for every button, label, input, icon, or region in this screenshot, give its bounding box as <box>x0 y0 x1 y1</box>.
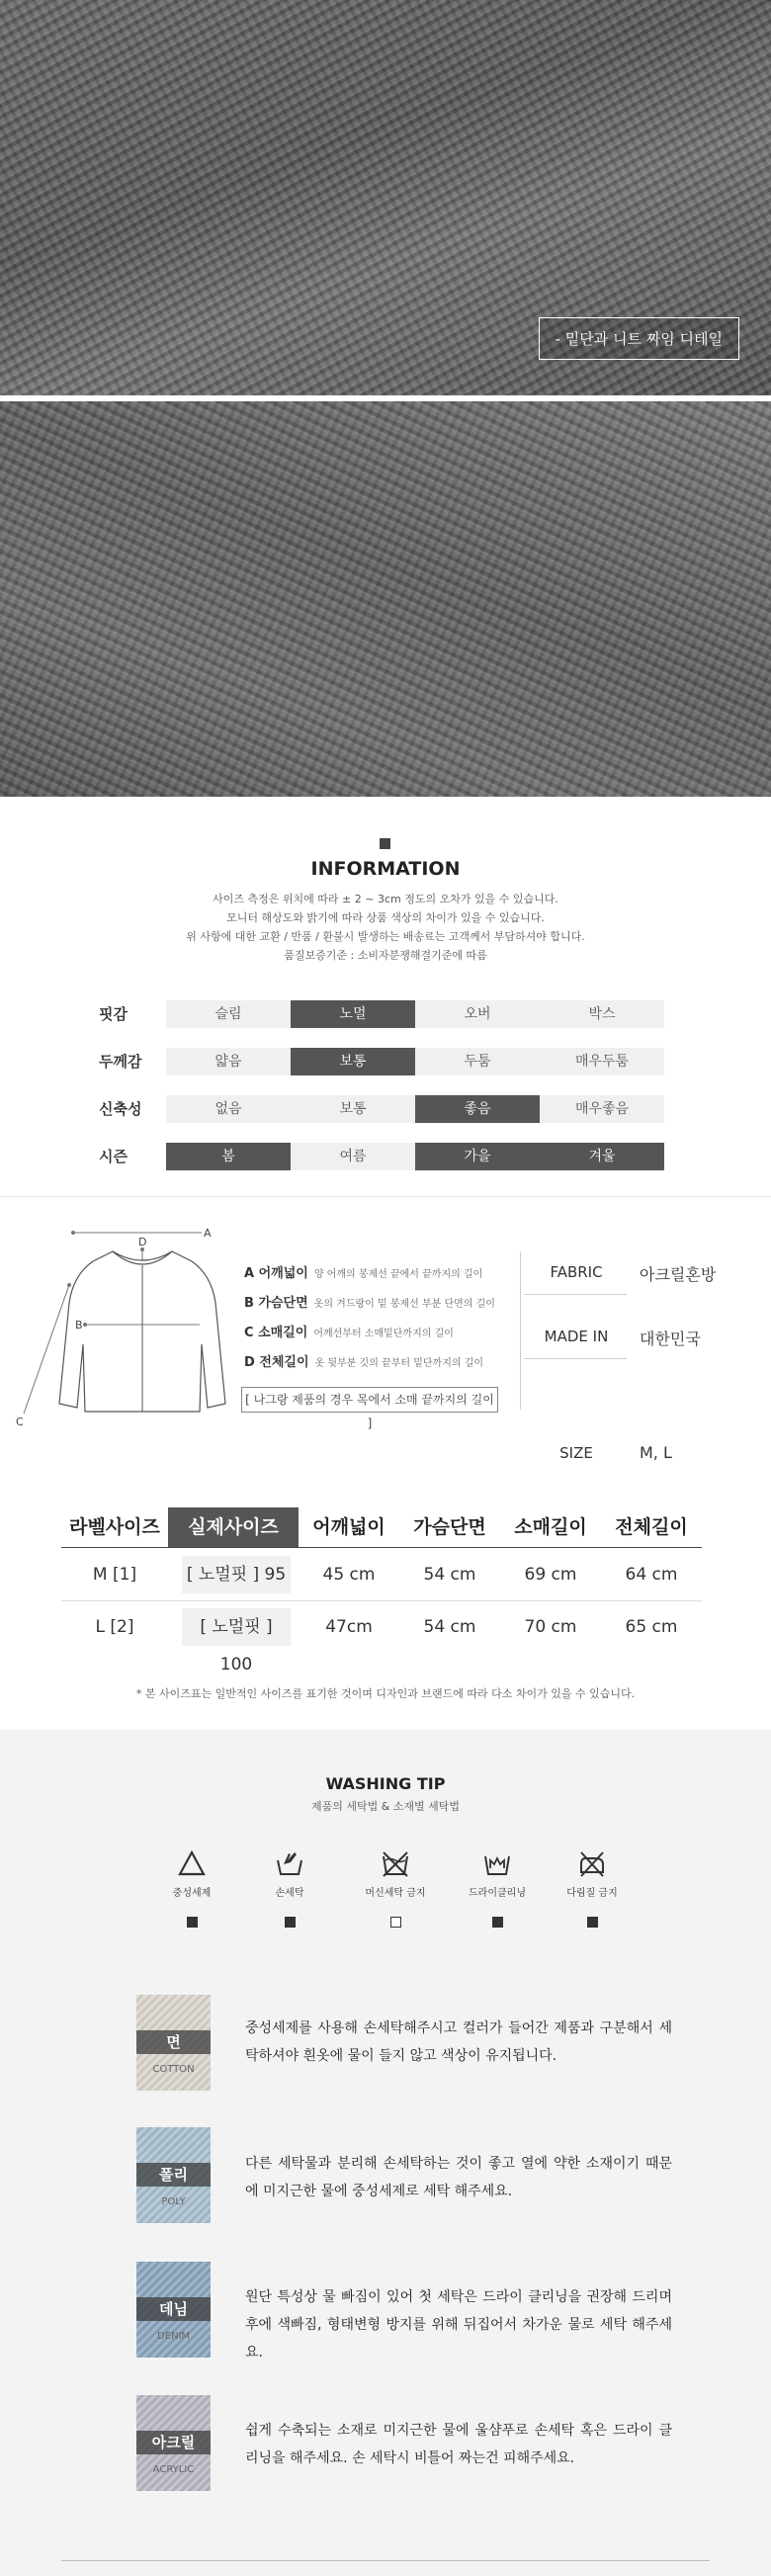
check-mark <box>492 1917 503 1928</box>
table-cell: 64 cm <box>625 1565 678 1585</box>
fabric-value: 아크릴혼방 <box>640 1265 717 1284</box>
diagram-letter-a: A <box>204 1227 212 1240</box>
check-mark <box>187 1917 198 1928</box>
rating-option: 매우좋음 <box>540 1095 664 1123</box>
meta-line <box>524 1294 627 1295</box>
poly-swatch: 폴리 POLY <box>136 2127 211 2223</box>
rating-option: 없음 <box>166 1095 291 1123</box>
rating-label: 핏감 <box>99 1005 128 1023</box>
meta-divider <box>520 1251 521 1410</box>
table-cell: 70 cm <box>524 1617 577 1637</box>
rating-option: 가을 <box>415 1143 540 1170</box>
rating-option: 좋음 <box>415 1095 540 1123</box>
photo-caption: - 밑단과 니트 짜임 디테일 <box>539 317 739 360</box>
table-cell: [ 노멀핏 ] 100 <box>182 1608 291 1646</box>
table-header: 가슴단면 <box>413 1516 486 1538</box>
table-cell: 65 cm <box>625 1617 678 1637</box>
poly-care-text: 다른 세탁물과 분리해 손세탁하는 것이 좋고 열에 약한 소재이기 때문에 미지근한 물에 중성세제로 세탁 해주세요. <box>245 2156 672 2199</box>
diagram-letter-d: D <box>138 1236 147 1248</box>
table-cell: L [2] <box>95 1617 134 1637</box>
table-cell: 69 cm <box>524 1565 577 1585</box>
rating-row <box>99 1143 662 1170</box>
fabric-key: FABRIC <box>550 1263 603 1281</box>
neutral-detergent-icon <box>177 1848 207 1878</box>
wash-tip-neutral: 중성세제 <box>142 1848 241 1928</box>
denim-care-text: 원단 특성상 물 빠짐이 있어 첫 세탁은 드라이 클리닝을 권장해 드리며 후에 색빠짐, 형태변형 방지를 위해 뒤집어서 차가운 물로 세탁 해주세요. <box>245 2289 672 2361</box>
info-note: 품질보증기준 : 소비자분쟁해결기준에 따름 <box>284 949 487 962</box>
washing-subtitle: 제품의 세탁법 & 소재별 세탁법 <box>310 1800 461 1813</box>
table-cell: 45 cm <box>322 1565 376 1585</box>
table-rule <box>61 1600 702 1601</box>
madein-value: 대한민국 <box>640 1330 701 1348</box>
wash-tip-iron: 다림질 금지 <box>543 1848 642 1928</box>
size-value: M, L <box>640 1443 672 1462</box>
rating-option: 노멀 <box>291 1000 415 1028</box>
hand-wash-icon <box>275 1848 304 1878</box>
no-machine-wash-icon <box>381 1848 410 1878</box>
table-header: 라벨사이즈 <box>69 1516 160 1538</box>
table-rule <box>61 1547 702 1548</box>
size-desc-item: C 소매길이 어깨선부터 소매밑단까지의 길이 <box>244 1326 454 1340</box>
size-key: SIZE <box>559 1444 593 1462</box>
section-marker <box>380 838 390 849</box>
dry-clean-icon <box>482 1848 512 1878</box>
diagram-letter-c: C <box>16 1416 24 1428</box>
rating-option: 박스 <box>540 1000 664 1028</box>
size-desc-item: B 가슴단면 옷의 겨드랑이 밑 봉제선 부분 단면의 길이 <box>244 1296 495 1311</box>
rating-option: 보통 <box>291 1048 415 1075</box>
cotton-swatch: 면 COTTON <box>136 1995 211 2091</box>
table-cell: 54 cm <box>423 1565 476 1585</box>
denim-swatch: 데님 DENIM <box>136 2262 211 2358</box>
rating-option: 봄 <box>166 1143 291 1170</box>
knit-detail-photo-2 <box>0 401 771 797</box>
no-iron-icon <box>577 1848 607 1878</box>
wash-tip-hand: 손세탁 <box>240 1848 339 1928</box>
unchecked-mark <box>390 1917 401 1928</box>
rating-label: 시즌 <box>99 1148 128 1165</box>
table-footnote: * 본 사이즈표는 일반적인 사이즈를 표기한 것이며 디자인과 브랜드에 따라 다소 차이가 있을 수 있습니다. <box>135 1687 636 1700</box>
rating-option: 보통 <box>291 1095 415 1123</box>
wash-tip-machine: 머신세탁 금지 <box>346 1848 445 1928</box>
table-header: 소매길이 <box>514 1516 587 1538</box>
rating-option: 겨울 <box>540 1143 664 1170</box>
rating-option: 슬림 <box>166 1000 291 1028</box>
sweater-diagram <box>14 1226 231 1433</box>
rating-row <box>99 1048 662 1075</box>
size-desc-item: A 어깨넓이 양 어깨의 봉제선 끝에서 끝까지의 길이 <box>244 1266 483 1281</box>
table-header: 전체길이 <box>615 1516 688 1538</box>
check-mark <box>285 1917 296 1928</box>
rating-option: 오버 <box>415 1000 540 1028</box>
washing-title: WASHING TIP <box>325 1774 446 1793</box>
info-note: 모니터 해상도와 밝기에 따라 상품 색상의 차이가 있을 수 있습니다. <box>226 911 545 924</box>
rating-row <box>99 1000 662 1028</box>
info-title: INFORMATION <box>310 858 461 880</box>
wash-tip-dryclean: 드라이클리닝 <box>448 1848 547 1928</box>
section-divider <box>0 1196 771 1197</box>
rating-option: 여름 <box>291 1143 415 1170</box>
info-note: 위 사항에 대한 교환 / 반품 / 환불시 발생하는 배송료는 고객께서 부담하셔야 합니다. <box>186 930 585 943</box>
info-note: 사이즈 측정은 위치에 따라 ± 2 ~ 3cm 정도의 오차가 있을 수 있습니다. <box>213 893 558 905</box>
diagram-letter-b: B <box>75 1319 83 1331</box>
acrylic-care-text: 쉽게 수축되는 소재로 미지근한 물에 울샴푸로 손세탁 혹은 드라이 클리닝을 해주세요. 손 세탁시 비틀어 짜는건 피해주세요. <box>245 2423 672 2466</box>
rating-row <box>99 1095 662 1123</box>
table-header: 실제사이즈 <box>168 1507 299 1547</box>
rating-label: 신축성 <box>99 1100 142 1118</box>
cotton-care-text: 중성세제를 사용해 손세탁해주시고 컬러가 들어간 제품과 구분해서 세탁하셔야 흰옷에 물이 들지 않고 색상이 유지됩니다. <box>245 2020 672 2064</box>
raglan-note: [ 나그랑 제품의 경우 목에서 소매 끝까지의 길이 ] <box>241 1387 498 1413</box>
meta-line <box>524 1358 627 1359</box>
table-cell: 54 cm <box>423 1617 476 1637</box>
knit-detail-photo-1 <box>0 0 771 395</box>
rating-option: 얇음 <box>166 1048 291 1075</box>
table-header: 어깨넓이 <box>312 1516 386 1538</box>
madein-key: MADE IN <box>544 1328 609 1345</box>
rating-option: 두툼 <box>415 1048 540 1075</box>
table-cell: 47cm <box>325 1617 373 1637</box>
table-cell: M [1] <box>92 1565 137 1585</box>
table-cell: [ 노멀핏 ] 95 <box>182 1556 291 1593</box>
bottom-divider <box>61 2560 710 2561</box>
size-desc-item: D 전체길이 옷 뒷부분 깃의 끝부터 밑단까지의 길이 <box>244 1355 484 1370</box>
rating-option: 매우두툼 <box>540 1048 664 1075</box>
check-mark <box>587 1917 598 1928</box>
acrylic-swatch: 아크릴 ACRYLIC <box>136 2395 211 2491</box>
rating-label: 두께감 <box>99 1053 142 1071</box>
